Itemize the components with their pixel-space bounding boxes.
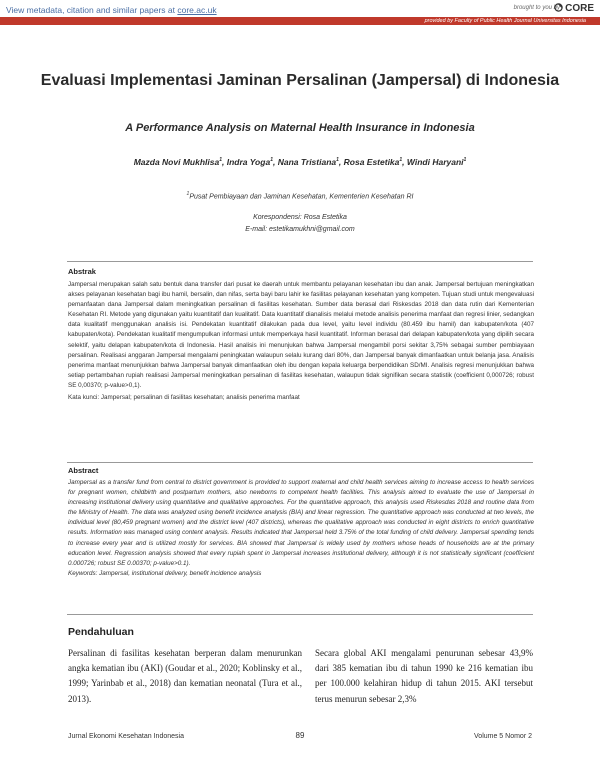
abstrak-heading: Abstrak — [68, 267, 96, 276]
correspondence: Korespondensi: Rosa Estetika — [253, 214, 347, 221]
author-name: Windi Haryani — [406, 157, 464, 167]
footer-page-number: 89 — [295, 731, 305, 740]
author-name: Mazda Novi Mukhlisa — [133, 157, 220, 167]
correspondence-block — [0, 212, 600, 236]
core-icon — [554, 3, 563, 12]
footer-volume: Volume 5 Nomor 2 — [474, 733, 532, 740]
core-logo[interactable]: CORE — [554, 3, 594, 14]
author-name: Nana Tristiana — [277, 157, 337, 167]
core-link[interactable]: core.ac.uk — [177, 5, 217, 15]
divider — [67, 261, 533, 262]
author-name: Indra Yoga — [226, 157, 271, 167]
email: E-mail: estetikamukhni@gmail.com — [245, 226, 355, 233]
provider-bar — [0, 17, 600, 25]
paper-subtitle: A Performance Analysis on Maternal Health Insurance in Indonesia — [125, 122, 475, 134]
divider — [67, 614, 533, 615]
affiliation: $^1$Pusat Pembiayaan dan Jaminan Kesehatan, Kementerien Kesehatan RI — [186, 191, 414, 201]
brought-by-label: brought to you by — [513, 5, 560, 11]
author-list: Mazda Novi Mukhlisa$^1$, Indra Yoga$^1$, Nana Tristiana$^1$, Rosa Estetika$^1$, Windi Haryani$^1$ — [133, 157, 467, 167]
abstract-body: Jampersal as a transfer fund from central to district government is provided to support maternal and child health services aiming to increase access to health services for pregnant women, childbirth and postpartum mothers, also newborns to competent health facilities. This analysis aimed to evaluate the use of Jampersal in increasing institutional delivery using quantitative and qualitative approaches. For the quantitative approach, this analysis used Riskesdas 2018 and routine data from the Ministry of Health. The data was analyzed using benefit incidence analysis (BIA) and linear regression. The quantitative approach was conducted at two levels, the individual level (80,459 pregnant women) and the district level (407 districts), whereas the qualitative approach was conducted in eight districts to enrich quantitative results. Information was managed using content analysis. Results indicated that Jampersal held 3.75% of the total funding of child delivery. Jampersal spending tends to increase every year and is utilized mostly for services. BIA showed that Jampersal is widely used by mothers whose heads of households are at the primary education level. Regression analysis showed that every rupiah spent in Jampersal increases institutional delivery, although it is not statistically significant (coefficient 0.000726; robust SE 0.00370; p-value>0.1). Keywords: Jampersal, institutional delivery, benefit incidence analysis — [68, 478, 534, 579]
pendahuluan-left-column: Persalinan di fasilitas kesehatan berperan dalam menurunkan angka kematian ibu (AKI) (Goudar et al., 2020; Koblinsky et al., 1999; Yarinbab et al., 2018) dan kematian neonatal (Tura et al., 2013). — [68, 648, 302, 704]
abstract-heading: Abstract — [68, 466, 99, 475]
divider — [67, 462, 533, 463]
paper-title: Evaluasi Implementasi Jaminan Persalinan (Jampersal) di Indonesia — [40, 72, 560, 89]
footer-journal: Jurnal Ekonomi Kesehatan Indonesia — [68, 733, 184, 740]
provided-by-label: provided by Faculty of Public Health Journal Universitas Indonesia — [424, 18, 586, 24]
pendahuluan-heading: Pendahuluan — [68, 626, 134, 638]
metadata-notice: View metadata, citation and similar papers at core.ac.uk — [6, 5, 217, 15]
abstrak-keywords: Kata kunci: Jampersal; persalinan di fasilitas kesehatan; analisis penerima manfaat — [68, 394, 300, 402]
pendahuluan-right-column: Secara global AKI mengalami penurunan sebesar 43,9% dari 385 kematian ibu di tahun 1990 ke 216 kematian ibu per 100.000 kelahiran hidup di tahun 2015. AKI tersebut terus menurun sebesar 2,3% — [315, 648, 533, 704]
author-name: Rosa Estetika — [343, 157, 400, 167]
abstrak-body: Jampersal merupakan salah satu bentuk dana transfer dari pusat ke daerah untuk membantu pelayanan kesehatan ibu dan anak. Jampersal bertujuan meningkatkan akses pelayanan kesehatan bagi ibu hamil, bersalin, dan nifas, serta bayi baru lahir ke fasilitas pelayanan kesehatan yang kompeten. Tujuan studi untuk mengevaluasi pemanfaatan dana Jampersal dalam meningkatkan persalinan di fasilitas kesehatan. Sumber data berasal dari Riskesdas 2018 dan data rutin dari Kementerian Kesehatan RI. Metode yang digunakan yaitu kuantitatif dan kualitatif. Data kuantitatif dianalisis melalui metode analisis penerima manfaat dan regresi linier, sedangkan data kualitatif menggunakan analisis isi. Pendekatan kuantitatif dilakukan pada dua level, yaitu level individu (80.459 ibu hamil) dan kabupaten/kota (407 kabupaten/kota). Pendekatan kualitatif mengumpulkan informasi untuk memperkaya hasil kuantitatif. Informan berasal dari delapan kabupaten/kota yang dipilih secara selektif, yaitu delapan kabupaten/kota di Indonesia. Hasil analisis ini menunjukan bahwa Jampersal mengambil porsi sekitar 3,75% sebagai sumber pembiayaan persalinan. Realisasi anggaran Jampersal mengalami peningkatan walaupun selalu kurang dari 80%, dan Jampersal banyak dimanfaatkan untuk belanja jasa. Analisis penerima manfaat menunjukkan bahwa Jampersal banyak dimanfaatkan oleh ibu dengan kepala keluarga berpendidikan SD/MI. Analisis regresi menunjukkan bahwa setiap pertambahan rupiah realisasi Jampersal meningkatkan persalinan di fasilitas kesehatan, walaupun tidak signifikan secara statistik (coefficient 0,000726; robust SE 0,00370; p-value>0,1). Kata kunci: Jampersal; persalinan di fasilitas kesehatan; analisis penerima manfaat — [68, 280, 534, 403]
abstract-keywords: Keywords: Jampersal, institutional delivery, benefit incidence analysis — [68, 569, 262, 577]
